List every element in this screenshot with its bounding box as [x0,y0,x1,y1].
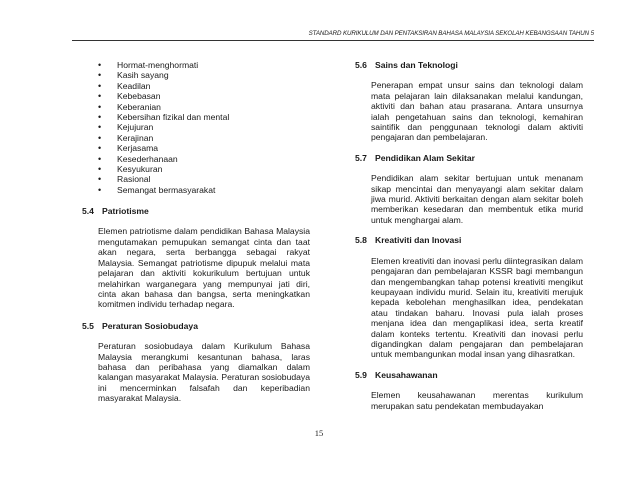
section-body-kreativiti-inovasi: Elemen kreativiti dan inovasi perlu diintegrasikan dalam pengajaran dan pembelajaran KSSR bagi membangun dan mengembangkan tahap potensi kreativiti mengikut keupayaan individu murid. Selain itu, kreativiti merujuk kepada kebolehan menghasilkan idea, pendekatan atau tindakan baharu. Inovasi pula ialah proses menjana idea dan mengaplikasi idea, serta kreatif dalam konteks tertentu. Kreativiti dan inovasi perlu digandingkan dalam pengajaran dan pembelajaran untuk membangunkan modal insan yang dihasratkan. [371,255,583,360]
list-item: • Kejujuran [98,122,310,132]
section-heading-sains-teknologi [355,60,583,70]
section-heading-patriotisme [82,206,310,216]
section-heading-kreativiti-inovasi [355,235,583,245]
section-body-peraturan-sosiobudaya: Peraturan sosiobudaya dalam Kurikulum Bahasa Malaysia merangkumi kesantunan bahasa, laras bahasa dan peribahasa yang diamalkan dalam kalangan masyarakat Malaysia. Peraturan sosiobudaya ini mencerminkan falsafah dan keperibadian masyarakat Malaysia. [98,341,310,404]
page-number: 15 [314,428,324,438]
section-number: 5.5 [82,320,94,331]
section-body-alam-sekitar: Pendidikan alam sekitar bertujuan untuk menanam sikap mencintai dan menyayangi alam sekitar dalam jiwa murid. Aktiviti berkaitan dengan alam sekitar boleh memberikan kesedaran dan membentuk etika murid untuk menghargai alam. [371,173,583,225]
values-list [98,60,310,195]
list-item: • Kebebasan [98,91,310,101]
section-title: Pendidikan Alam Sekitar [375,152,475,163]
list-item: • Kerjasama [98,143,310,153]
section-title: Patriotisme [102,206,149,217]
section-number: 5.4 [82,206,94,217]
list-item: • Kerajinan [98,133,310,143]
left-column [82,60,310,404]
section-number: 5.9 [355,369,367,380]
section-heading-alam-sekitar [355,153,583,163]
section-body-sains-teknologi: Penerapan empat unsur sains dan teknologi dalam mata pelajaran lain dilaksanakan melalui kandungan, aktiviti dan bahan atau prasarana. Antara unsurnya ialah pengetahuan sains dan teknologi, kemahiran saintifik dan penggunaan teknologi dalam aktiviti pengajaran dan pembelajaran. [371,80,583,143]
section-number: 5.8 [355,235,367,246]
section-number: 5.7 [355,152,367,163]
section-title: Sains dan Teknologi [375,60,458,70]
list-item: • Semangat bermasyarakat [98,185,310,195]
list-item: • Kesederhanaan [98,154,310,164]
list-item: • Kebersihan fizikal dan mental [98,112,310,122]
section-body-patriotisme: Elemen patriotisme dalam pendidikan Bahasa Malaysia mengutamakan pemupukan semangat cinta dan taat akan negara, serta berbangga sebagai rakyat Malaysia. Semangat patriotisme dipupuk melalui mata pelajaran dan aktiviti kokurikulum bertujuan untuk melahirkan warganegara yang mempunyai jati diri, cinta akan bahasa dan bangsa, serta meningkatkan komitmen individu terhadap negara. [98,226,310,310]
list-item: • Keberanian [98,102,310,112]
section-heading-keusahawanan [355,370,583,380]
running-header: STANDARD KURIKULUM DAN PENTAKSIRAN BAHASA MALAYSIA SEKOLAH KEBANGSAAN TAHUN 5 [308,30,594,37]
section-body-keusahawanan: Elemen keusahawanan merentas kurikulum merupakan satu pendekatan membudayakan [371,390,583,411]
list-item: • Keadilan [98,81,310,91]
list-item: • Hormat-menghormati [98,60,310,70]
section-title: Peraturan Sosiobudaya [102,320,198,331]
section-title: Kreativiti dan Inovasi [375,235,462,246]
section-number: 5.6 [355,60,367,70]
list-item: • Kesyukuran [98,164,310,174]
right-column [355,60,583,411]
list-item: • Kasih sayang [98,70,310,80]
list-item: • Rasional [98,174,310,184]
section-heading-peraturan-sosiobudaya [82,321,310,331]
section-title: Keusahawanan [375,369,438,380]
header-rule [72,40,594,41]
